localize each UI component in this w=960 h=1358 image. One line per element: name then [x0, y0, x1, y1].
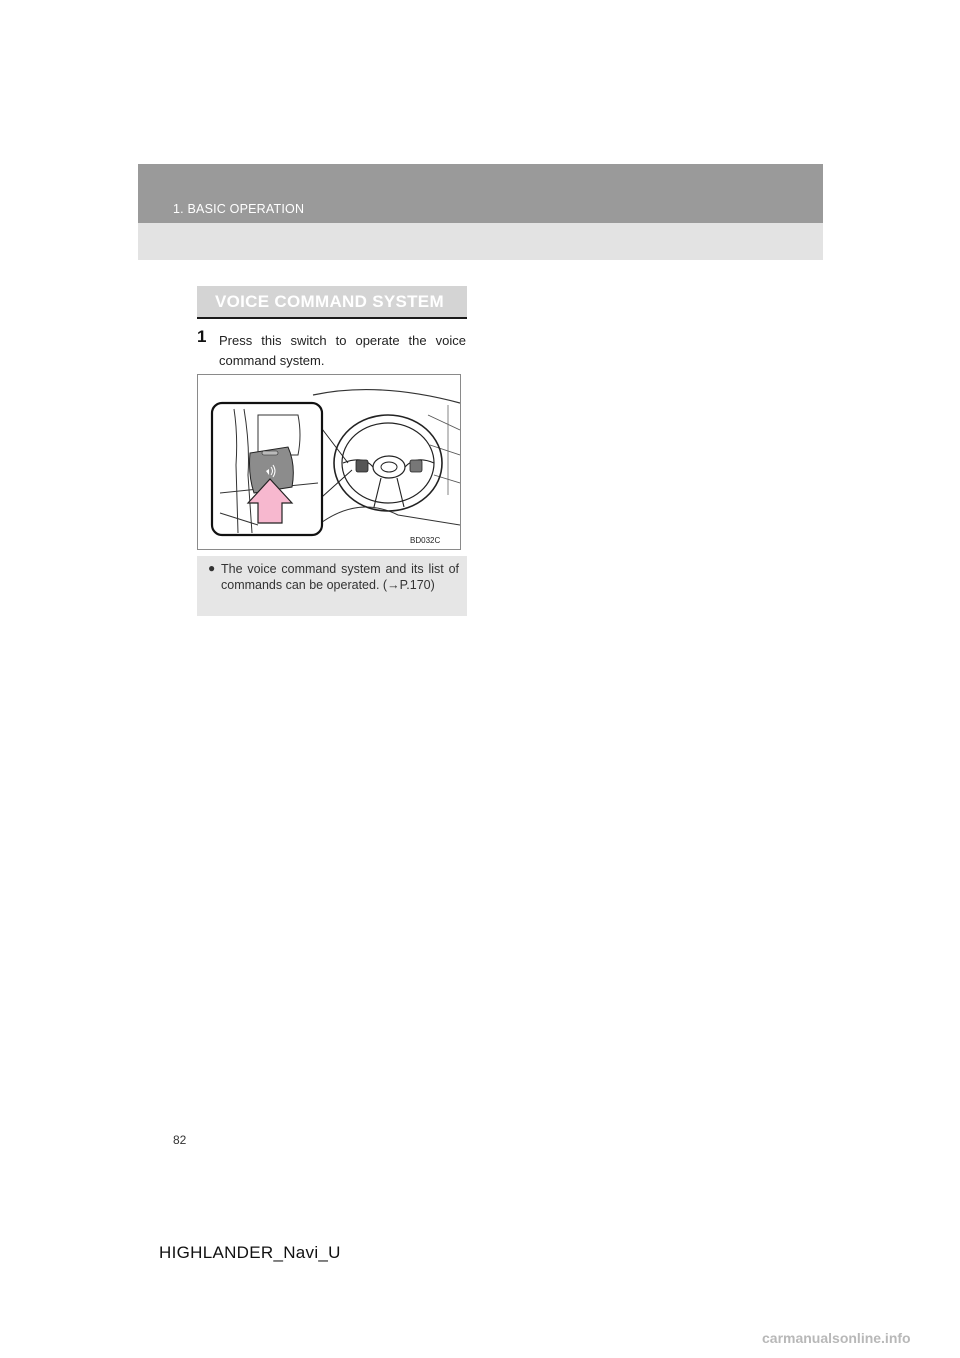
figure-code: BD032C [410, 536, 441, 545]
note-box [197, 556, 467, 616]
page-number: 82 [173, 1133, 187, 1147]
section-title: VOICE COMMAND SYSTEM [215, 292, 444, 311]
step-text: Press this switch to operate the voice command system. [219, 333, 466, 368]
steering-switch-diagram [198, 375, 460, 549]
manual-id: HIGHLANDER_Navi_U [159, 1243, 341, 1262]
step-number: 1 [197, 327, 207, 346]
steering-wheel-illustration [197, 374, 461, 550]
header-band-secondary [138, 223, 823, 260]
section-heading-box [197, 286, 467, 319]
note-text: The voice command system and its list of commands can be operated. (→P.170) [221, 562, 459, 592]
chapter-title: 1. BASIC OPERATION [173, 202, 305, 216]
bullet-icon: ● [208, 561, 216, 575]
watermark: carmanualsonline.info [762, 1330, 911, 1346]
